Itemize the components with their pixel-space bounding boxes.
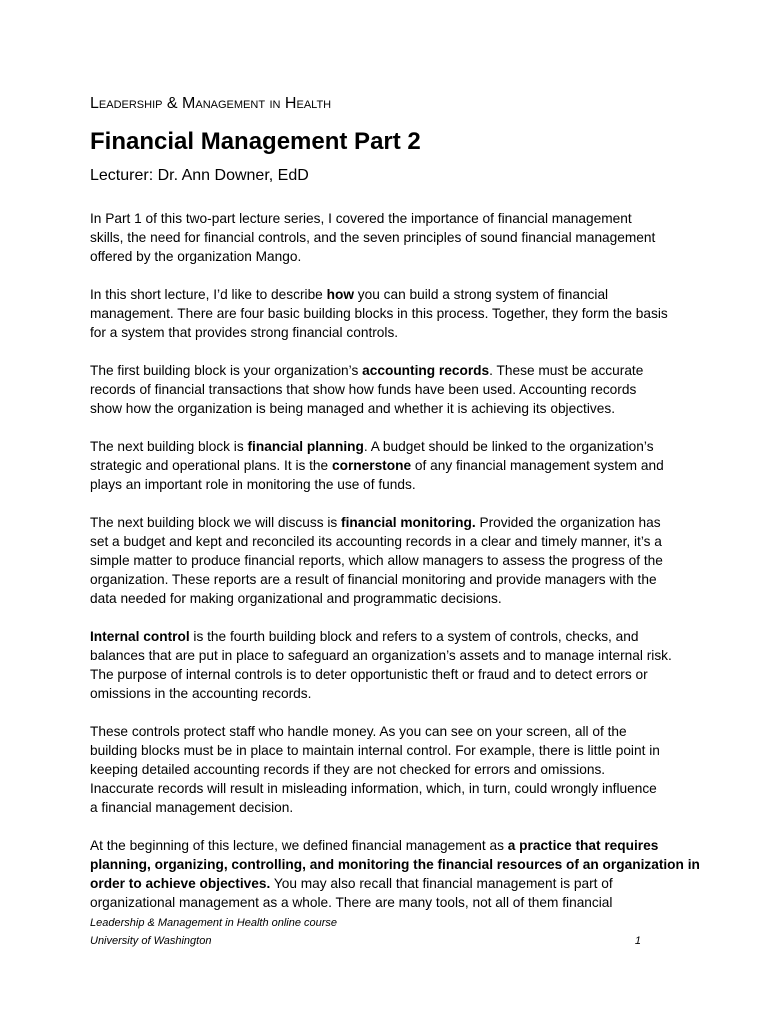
text-line: offered by the organization Mango. <box>90 248 302 264</box>
bold-emphasis: cornerstone <box>331 457 412 473</box>
text-line: records of financial transactions that show how funds have been used. Accounting records <box>90 381 637 397</box>
text-run: In this short lecture, I’d like to describe <box>90 286 327 302</box>
text-line <box>90 627 730 646</box>
text-line: balances that are put in place to safeguard an organization’s assets and to manage internal risk. <box>90 647 672 663</box>
text-run: . These must be accurate <box>489 362 644 378</box>
text-line: simple matter to produce financial reports, which allow managers to assess the progress of the <box>90 552 663 568</box>
footer-course-row <box>90 914 641 932</box>
bold-emphasis: financial monitoring. <box>341 514 476 530</box>
page-footer <box>90 914 641 950</box>
text-line: Inaccurate records will result in misleading information, which, in turn, could wrongly influence <box>90 780 657 796</box>
text-line: set a budget and kept and reconciled its accounting records in a clear and timely manner, it’s a <box>90 533 662 549</box>
text-line: management. There are four basic building blocks in this process. Together, they form the basis <box>90 305 668 321</box>
text-run: The next building block is <box>90 438 248 454</box>
footer-institution: University of Washington <box>90 935 212 947</box>
body-paragraph <box>90 722 730 817</box>
body-paragraph <box>90 437 730 494</box>
text-line <box>90 361 730 380</box>
bold-emphasis: a practice that requires <box>507 837 659 853</box>
bold-emphasis: Internal control <box>90 628 190 644</box>
text-line: building blocks must be in place to maintain internal control. For example, there is little point in <box>90 742 660 758</box>
text-run: is the fourth building block and refers to a system of controls, checks, and <box>189 628 639 644</box>
text-line <box>90 513 730 532</box>
bold-emphasis: accounting records <box>362 362 490 378</box>
text-run: . A budget should be linked to the organization’s <box>363 438 654 454</box>
lecture-body <box>90 209 730 931</box>
text-line: organization. These reports are a result of financial monitoring and provide managers with the <box>90 571 657 587</box>
page-number: 1 <box>634 935 641 947</box>
text-run: Provided the organization has <box>475 514 661 530</box>
text-line <box>90 456 730 475</box>
body-paragraph <box>90 361 730 418</box>
text-line: keeping detailed accounting records if they are not checked for errors and omissions. <box>90 761 606 777</box>
footer-institution-row <box>90 932 641 950</box>
body-paragraph <box>90 627 730 703</box>
text-line: show how the organization is being managed and whether it is achieving its objectives. <box>90 400 615 416</box>
text-run: At the beginning of this lecture, we defined financial management as <box>90 837 508 853</box>
bold-emphasis: how <box>326 286 354 302</box>
text-line: a financial management decision. <box>90 799 294 815</box>
bold-emphasis: financial planning <box>247 438 364 454</box>
text-line: In Part 1 of this two-part lecture series, I covered the importance of financial management <box>90 210 632 226</box>
text-line: omissions in the accounting records. <box>90 685 312 701</box>
text-line: plays an important role in monitoring the use of funds. <box>90 476 416 492</box>
footer-course: Leadership & Management in Health online course <box>90 917 338 929</box>
text-run: The first building block is your organization’s <box>90 362 363 378</box>
running-header: Leadership & Management in Health <box>90 95 332 112</box>
text-line <box>90 874 730 893</box>
text-run: strategic and operational plans. It is the <box>90 457 332 473</box>
text-run: of any financial management system and <box>411 457 664 473</box>
text-line: These controls protect staff who handle money. As you can see on your screen, all of the <box>90 723 627 739</box>
text-line <box>90 437 730 456</box>
body-paragraph <box>90 285 730 342</box>
text-line: organizational management as a whole. There are many tools, not all of them financial <box>90 894 613 910</box>
text-line: The purpose of internal controls is to deter opportunistic theft or fraud and to detect errors or <box>90 666 648 682</box>
text-line <box>90 285 730 304</box>
lecturer-line: Lecturer: Dr. Ann Downer, EdD <box>90 167 309 184</box>
text-run: The next building block we will discuss is <box>90 514 342 530</box>
text-run: You may also recall that financial management is part of <box>270 875 613 891</box>
bold-emphasis: order to achieve objectives. <box>90 875 271 891</box>
body-paragraph <box>90 836 730 912</box>
text-line: for a system that provides strong financial controls. <box>90 324 399 340</box>
text-line <box>90 836 730 855</box>
body-paragraph <box>90 513 730 608</box>
text-line-bold: planning, organizing, controlling, and monitoring the financial resources of an organization in <box>90 856 700 872</box>
text-run: you can build a strong system of financial <box>353 286 609 302</box>
document-title: Financial Management Part 2 <box>90 128 421 155</box>
text-line: skills, the need for financial controls, and the seven principles of sound financial management <box>90 229 656 245</box>
body-paragraph <box>90 209 730 266</box>
text-line: data needed for making organizational and programmatic decisions. <box>90 590 502 606</box>
